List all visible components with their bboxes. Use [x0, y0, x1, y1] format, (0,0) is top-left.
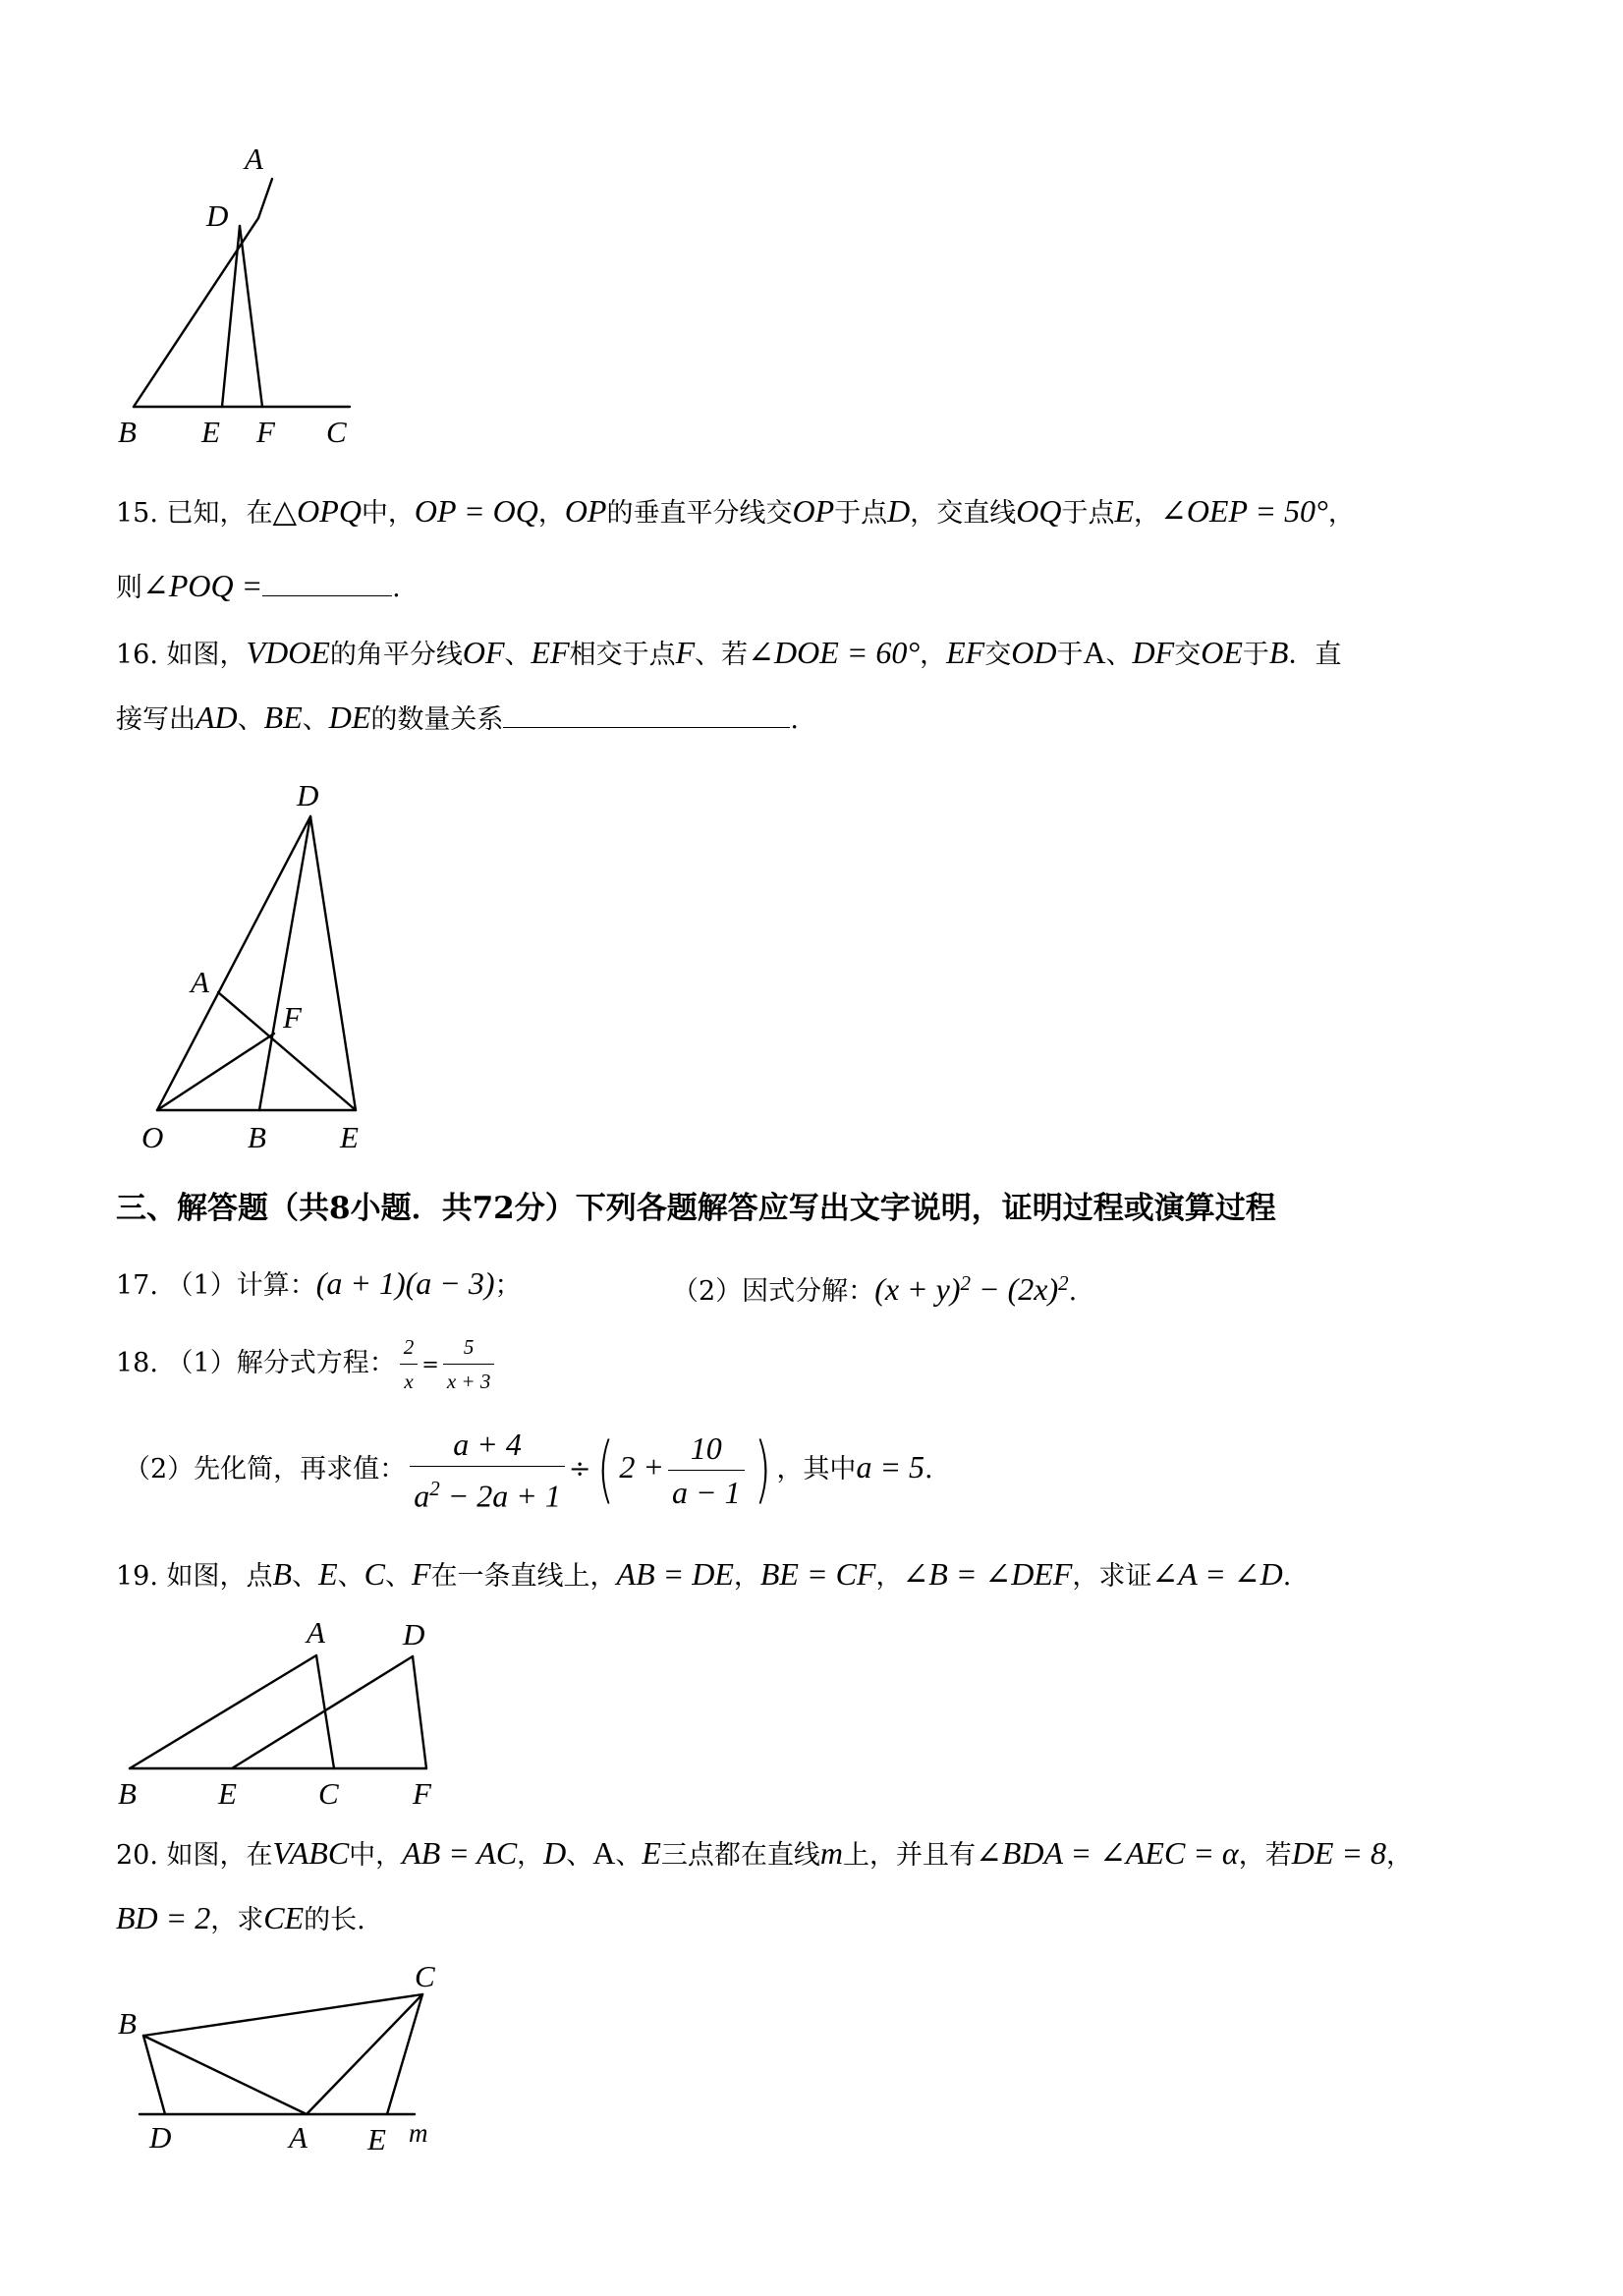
figure-q16-svg	[138, 776, 393, 1159]
line-ed	[232, 1656, 413, 1768]
label-a: A	[245, 141, 263, 176]
line-da	[258, 179, 272, 218]
line-od	[157, 816, 310, 1110]
answer-blank-16[interactable]	[503, 701, 790, 728]
question-17-part2: （2）因式分解：$(x + y)^2 - (2x)^2$.	[672, 1271, 1078, 1307]
figure-q20	[108, 1955, 462, 2156]
label-e: E	[340, 1120, 359, 1154]
question-18-part2: （2）先化简，再求值： $\frac{a + 4}{a^2 - 2a + 1}$ ÷( 2 + $\frac{10}{a - 1}$ ) ，其中a = 5.	[124, 1427, 933, 1514]
line-ba	[130, 1655, 316, 1768]
figure-q19-svg	[116, 1615, 450, 1811]
label-c: C	[318, 1776, 339, 1811]
label-d: D	[403, 1617, 425, 1652]
label-b: B	[118, 1776, 137, 1811]
label-e: E	[367, 2122, 386, 2156]
section-3-heading: 三、解答题（共8小题．共72分）下列各题解答应写出文字说明，证明过程或演算过程	[116, 1191, 1276, 1226]
label-a: A	[307, 1615, 325, 1650]
answer-blank-15[interactable]	[262, 570, 392, 596]
figure-q16	[138, 776, 393, 1159]
right-paren: )	[754, 1428, 771, 1513]
label-c: C	[326, 415, 347, 449]
label-a: A	[289, 2120, 308, 2155]
figure-q19	[116, 1615, 450, 1811]
label-b: B	[118, 415, 137, 449]
label-f: F	[413, 1776, 431, 1811]
label-d: D	[149, 2120, 172, 2155]
label-c: C	[415, 1959, 435, 1993]
figure-q14-svg	[118, 141, 373, 452]
left-paren: (	[596, 1428, 614, 1513]
label-b: B	[248, 1120, 266, 1154]
line-df	[413, 1656, 426, 1768]
label-f: F	[256, 415, 275, 449]
label-a: A	[191, 965, 209, 999]
question-15-line2: 则∠POQ = .	[116, 568, 401, 603]
fraction-a-plus-4: $\frac{a + 4}{a^2 - 2a + 1}$	[410, 1425, 565, 1516]
label-f: F	[283, 1000, 302, 1035]
label-d: D	[206, 198, 229, 233]
question-18-part1: 18. （1）解分式方程： $\frac{2}{x}$ = $\frac{5}{x + 3}$	[116, 1332, 498, 1396]
line-bc	[143, 1994, 422, 2036]
label-d: D	[297, 778, 319, 812]
question-15-line1: 15. 已知，在△OPQ中，OP = OQ，OP的垂直平分线交OP于点D，交直线OQ于点E，∠OEP = 50°，	[116, 493, 1355, 529]
line-ba	[143, 2036, 307, 2114]
label-o: O	[141, 1120, 164, 1154]
fraction-10-over-a-minus-1: $\frac{10}{a - 1}$	[668, 1428, 745, 1512]
label-e: E	[201, 415, 220, 449]
question-17: 17. （1）计算：(a + 1)(a − 3)；	[116, 1265, 522, 1301]
fraction-2-over-x: $\frac{2}{x}$	[400, 1332, 419, 1396]
fraction-5-over-x-plus-3: $\frac{5}{x + 3}$	[443, 1332, 495, 1396]
figure-q14	[118, 141, 373, 452]
question-20-line2: BD = 2，求CE的长.	[116, 1900, 365, 1935]
question-19: 19. 如图，点B、E、C、F在一条直线上，AB = DE，BE = CF，∠B = ∠DEF，求证∠A = ∠D.	[116, 1556, 1292, 1592]
label-e: E	[218, 1776, 237, 1811]
figure-q20-svg	[108, 1955, 462, 2156]
line-ed	[222, 226, 240, 407]
label-m: m	[409, 2118, 428, 2148]
question-20-line1: 20. 如图，在VABC中，AB = AC，D、A、E三点都在直线m上，并且有∠BDA = ∠AEC = α，若DE = 8，	[116, 1835, 1413, 1871]
question-16-line1: 16. 如图，VDOE的角平分线OF、EF相交于点F、若∠DOE = 60°，EF交OD于A、DF交OE于B．直	[116, 635, 1342, 670]
label-b: B	[118, 2006, 137, 2041]
line-bd	[134, 218, 258, 407]
line-bd	[143, 2036, 165, 2114]
line-of	[157, 1034, 274, 1110]
question-16-line2: 接写出AD、BE、DE的数量关系 .	[116, 700, 799, 735]
line-de	[310, 816, 356, 1110]
line-fd	[240, 226, 262, 407]
